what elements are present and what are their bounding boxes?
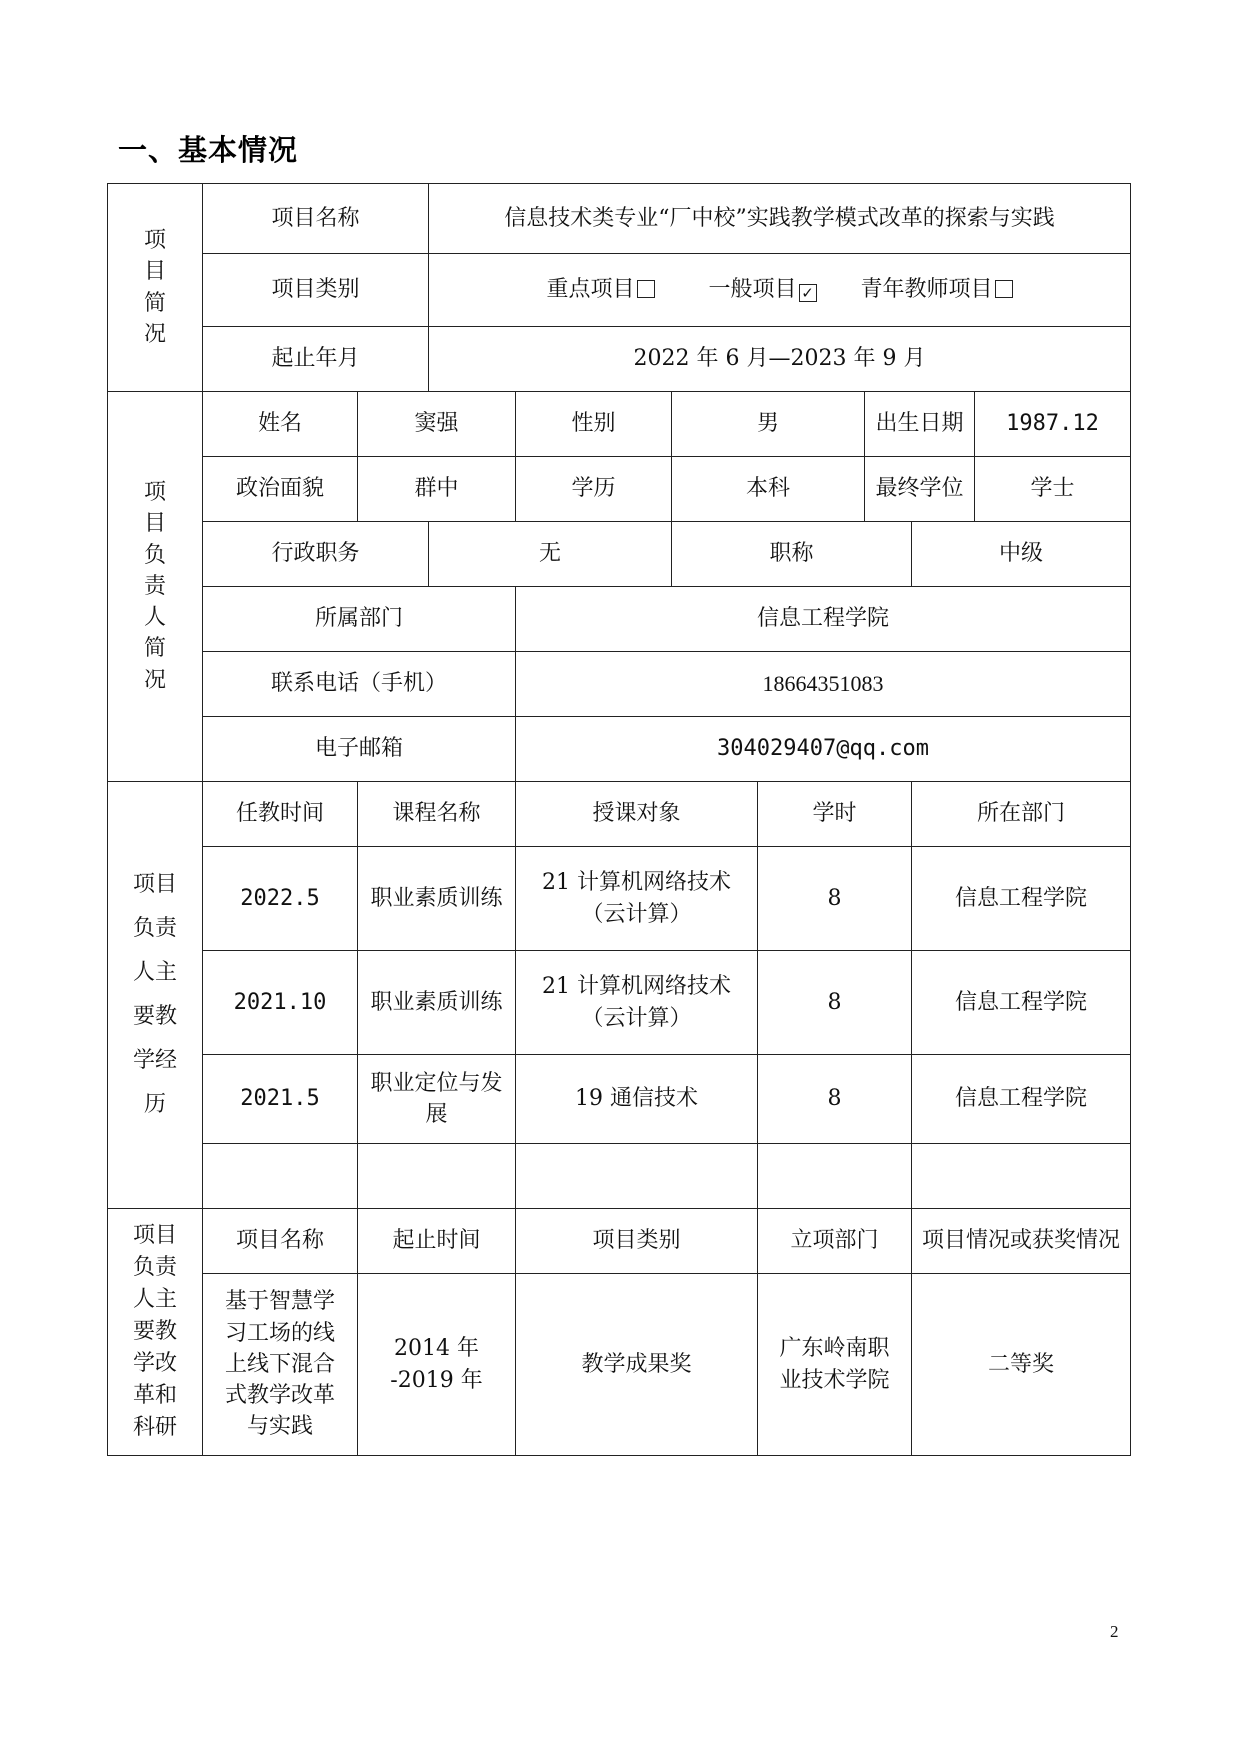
leader-row-1 [108, 392, 1131, 457]
table-row [108, 1144, 1131, 1209]
checkbox-unchecked-icon[interactable] [637, 280, 655, 298]
degree-value: 学士 [975, 457, 1131, 522]
project-name-label: 项目名称 [203, 184, 429, 254]
research-dept-cell: 广东岭南职业技术学院 [758, 1274, 912, 1456]
political-value: 群中 [358, 457, 516, 522]
education-label: 学历 [516, 457, 672, 522]
research-header-result: 项目情况或获奖情况 [912, 1209, 1131, 1274]
table-row [108, 1274, 1131, 1456]
leader-row-3 [108, 522, 1131, 587]
project-category-label: 项目类别 [203, 254, 429, 327]
research-group-label: 项目 负责 人主 要教 学改 革和 科研 [108, 1209, 203, 1456]
phone-value: 18664351083 [516, 652, 1131, 717]
overview-row-period [108, 327, 1131, 392]
birth-value: 1987.12 [975, 392, 1131, 457]
teaching-audience-cell: 21 计算机网络技术（云计算） [516, 951, 758, 1055]
period-value: 2022 年 6 月—2023 年 9 月 [429, 327, 1131, 392]
leader-row-5 [108, 652, 1131, 717]
teaching-audience-cell: 19 通信技术 [516, 1055, 758, 1144]
teaching-header-time: 任教时间 [203, 782, 358, 847]
teaching-hours-cell: 8 [758, 951, 912, 1055]
leader-row-4 [108, 587, 1131, 652]
teaching-time-cell [203, 1144, 358, 1209]
table-row [108, 1055, 1131, 1144]
title-value: 中级 [912, 522, 1131, 587]
category-general-project-option[interactable]: 一般项目 ✓ [709, 277, 824, 302]
email-value: 304029407@qq.com [516, 717, 1131, 782]
project-name-value: 信息技术类专业“厂中校”实践教学模式改革的探索与实践 [429, 184, 1131, 254]
dept-value: 信息工程学院 [516, 587, 1131, 652]
category-key-project-option[interactable]: 重点项目 [546, 277, 661, 302]
leader-row-2 [108, 457, 1131, 522]
birth-label: 出生日期 [865, 392, 975, 457]
admin-label: 行政职务 [203, 522, 429, 587]
teaching-dept-cell: 信息工程学院 [912, 847, 1131, 951]
research-header-period: 起止时间 [358, 1209, 516, 1274]
teaching-course-cell: 职业素质训练 [358, 847, 516, 951]
table-row [108, 951, 1131, 1055]
title-label: 职称 [672, 522, 912, 587]
teaching-dept-cell [912, 1144, 1131, 1209]
teaching-audience-cell [516, 1144, 758, 1209]
checkbox-checked-icon[interactable]: ✓ [799, 284, 817, 302]
category-young-teacher-option[interactable]: 青年教师项目 [861, 277, 1013, 302]
research-header-name: 项目名称 [203, 1209, 358, 1274]
teaching-time-cell: 2021.10 [203, 951, 358, 1055]
leader-row-6 [108, 717, 1131, 782]
degree-label: 最终学位 [865, 457, 975, 522]
teaching-hours-cell: 8 [758, 847, 912, 951]
table-row [108, 847, 1131, 951]
teaching-hours-cell: 8 [758, 1055, 912, 1144]
teaching-course-cell [358, 1144, 516, 1209]
basic-info-table [107, 183, 1131, 1456]
research-result-cell: 二等奖 [912, 1274, 1131, 1456]
research-period-cell: 2014 年 -2019 年 [358, 1274, 516, 1456]
research-header-row [108, 1209, 1131, 1274]
gender-label: 性别 [516, 392, 672, 457]
teaching-header-row [108, 782, 1131, 847]
teaching-dept-cell: 信息工程学院 [912, 1055, 1131, 1144]
research-header-category: 项目类别 [516, 1209, 758, 1274]
teaching-header-hours: 学时 [758, 782, 912, 847]
overview-row-category [108, 254, 1131, 327]
gender-value: 男 [672, 392, 865, 457]
teaching-hours-cell [758, 1144, 912, 1209]
overview-group-label: 项 目 简 况 [108, 184, 203, 392]
teaching-course-cell: 职业素质训练 [358, 951, 516, 1055]
teaching-header-dept: 所在部门 [912, 782, 1131, 847]
research-category-cell: 教学成果奖 [516, 1274, 758, 1456]
name-label: 姓名 [203, 392, 358, 457]
section-title: 一、基本情况 [118, 133, 299, 167]
research-header-dept: 立项部门 [758, 1209, 912, 1274]
name-value: 窦强 [358, 392, 516, 457]
dept-label: 所属部门 [203, 587, 516, 652]
political-label: 政治面貌 [203, 457, 358, 522]
teaching-dept-cell: 信息工程学院 [912, 951, 1131, 1055]
email-label: 电子邮箱 [203, 717, 516, 782]
page-number: 2 [1110, 1622, 1119, 1641]
teaching-time-cell: 2022.5 [203, 847, 358, 951]
project-category-options [429, 254, 1131, 327]
teaching-header-audience: 授课对象 [516, 782, 758, 847]
teaching-header-course: 课程名称 [358, 782, 516, 847]
teaching-course-cell: 职业定位与发展 [358, 1055, 516, 1144]
teaching-group-label: 项目 负责 人主 要教 学经 历 [108, 782, 203, 1209]
teaching-audience-cell: 21 计算机网络技术（云计算） [516, 847, 758, 951]
teaching-time-cell: 2021.5 [203, 1055, 358, 1144]
overview-row-name [108, 184, 1131, 254]
checkbox-unchecked-icon[interactable] [995, 280, 1013, 298]
period-label: 起止年月 [203, 327, 429, 392]
admin-value: 无 [429, 522, 672, 587]
leader-group-label: 项 目 负 责 人 简 况 [108, 392, 203, 782]
education-value: 本科 [672, 457, 865, 522]
phone-label: 联系电话（手机） [203, 652, 516, 717]
research-name-cell: 基于智慧学习工场的线上线下混合式教学改革与实践 [203, 1274, 358, 1456]
